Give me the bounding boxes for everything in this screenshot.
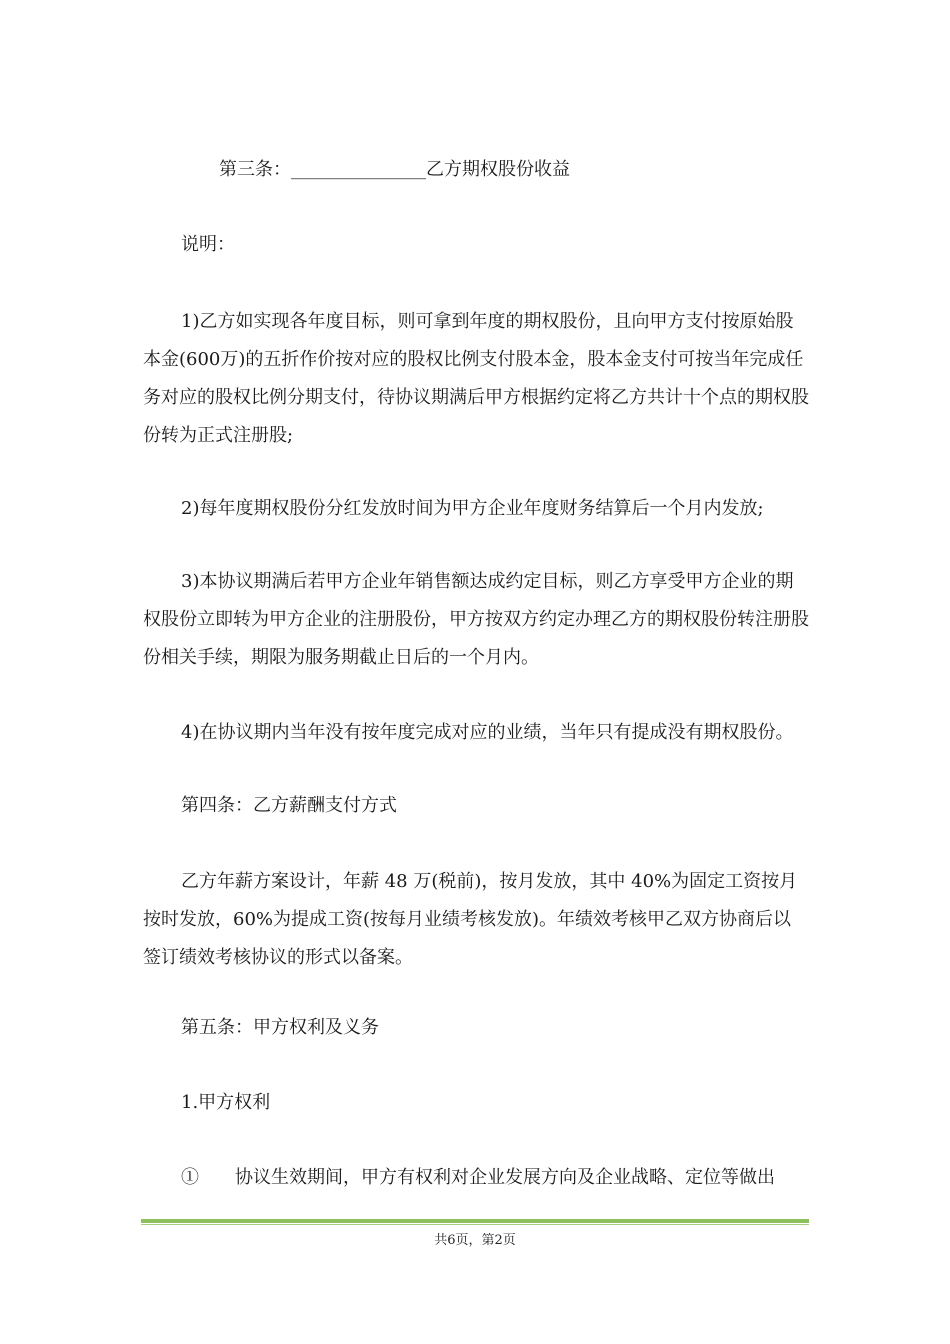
salary-paragraph: 乙方年薪方案设计，年薪 48 万(税前)，按月发放，其中 40%为固定工资按月按时发放，60%为提成工资(按每月业绩考核发放)。年绩效考核甲乙双方协商后以签订绩效考核协议的形式以备案。 (143, 871, 798, 968)
item-1-paragraph: 1)乙方如实现各年度目标，则可拿到年度的期权股份，且向甲方支付按原始股本金(600万)的五折作价按对应的股权比例支付股本金，股本金支付可按当年完成任务对应的股权比例分期支付，待协议期满后甲方根据约定将乙方共计十个点的期权股份转为正式注册股; (143, 311, 809, 446)
footer-divider-thin (141, 1224, 809, 1225)
item-3-paragraph: 3)本协议期满后若甲方企业年销售额达成约定目标，则乙方享受甲方企业的期权股份立即转为甲方企业的注册股份，甲方按双方约定办理乙方的期权股份转注册股份相关手续，期限为服务期截止日后的一个月内。 (143, 571, 809, 668)
page-number: 共6页，第2页 (434, 1233, 516, 1248)
explanation-label: 说明： (181, 234, 235, 255)
item-2-paragraph: 2)每年度期权股份分红发放时间为甲方企业年度财务结算后一个月内发放; (181, 498, 764, 519)
section-1-heading: 1.甲方权利 (181, 1092, 271, 1113)
right-1-paragraph: ① 协议生效期间，甲方有权利对企业发展方向及企业战略、定位等做出 (181, 1167, 775, 1188)
item-4-paragraph: 4)在协议期内当年没有按年度完成对应的业绩，当年只有提成没有期权股份。 (181, 722, 794, 743)
article-3-heading: 第三条：_______________乙方期权股份收益 (219, 159, 570, 180)
article-4-heading: 第四条：乙方薪酬支付方式 (181, 795, 397, 816)
article-5-heading: 第五条：甲方权利及义务 (181, 1017, 379, 1038)
footer-divider-thick (141, 1219, 809, 1223)
footer-divider (141, 1219, 809, 1226)
